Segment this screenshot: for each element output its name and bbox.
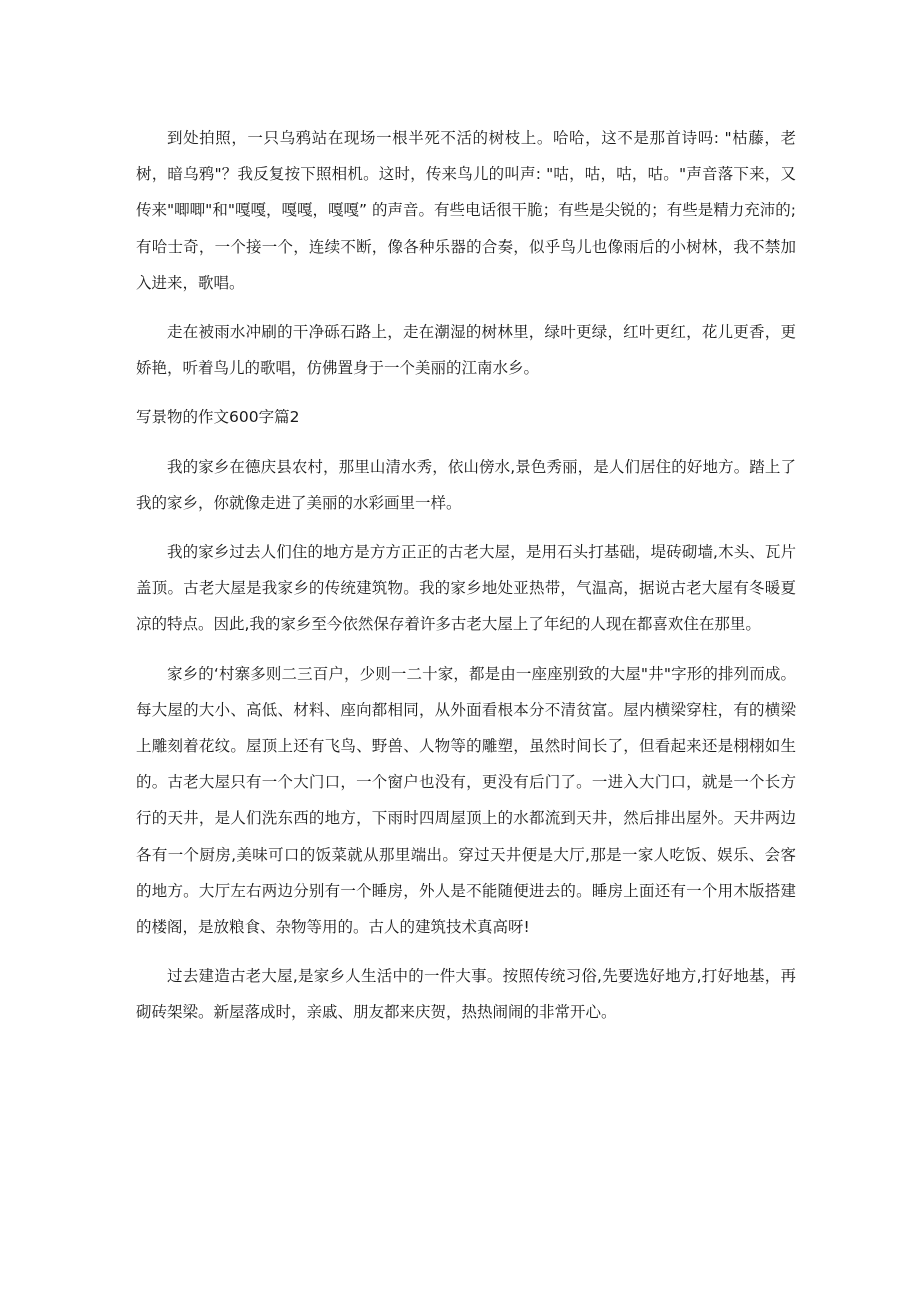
document-page (136, 120, 796, 1031)
paragraph-old-houses: 我的家乡过去人们住的地方是方方正正的古老大屋，是用石头打基础，堤砖砌墙,木头、瓦片盖顶。古老大屋是我家乡的传统建筑物。我的家乡地处亚热带，气温高，据说古老大屋有冬暖夏凉的特点。因此,我的家乡至今依然保存着许多古老大屋上了年纪的人现在都喜欢住在那里。 (136, 543, 796, 634)
paragraph-village-layout: 家乡的‘村寨多则二三百户，少则一二十家，都是由一座座别致的大屋"井"字形的排列而成。每大屋的大小、高低、材料、座向都相同，从外面看根本分不清贫富。屋内横梁穿柱，有的横梁上雕刻着花纹。屋顶上还有飞鸟、野兽、人物等的雕塑，虽然时间长了，但看起来还是栩栩如生的。古老大屋只有一个大门口，一个窗户也没有，更没有后门了。一进入大门口，就是一个长方行的天井，是人们洗东西的地方，下雨时四周屋顶上的水都流到天井，然后排出屋外。天井两边各有一个厨房,美味可口的饭菜就从那里端出。穿过天井便是大厅,那是一家人吃饭、娱乐、会客的地方。大厅左右两边分别有一个睡房，外人是不能随便进去的。睡房上面还有一个用木版搭建的楼阁，是放粮食、杂物等用的。古人的建筑技术真高呀! (136, 664, 796, 937)
paragraph-crow-birdsong: 到处拍照，一只乌鸦站在现场一根半死不活的树枝上。哈哈，这不是那首诗吗: "枯藤，老树，暗乌鸦"？我反复按下照相机。这时，传来鸟儿的叫声: "咕，咕，咕，咕。"声音落下来，又传来"唧唧"和"嘎嘎，嘎嘎，嘎嘎” 的声音。有些电话很干脆；有些是尖锐的；有些是精力充沛的;有哈士奇，一个接一个，连续不断，像各种乐器的合奏，似乎鸟儿也像雨后的小树林，我不禁加入进来，歌唱。 (136, 129, 796, 292)
paragraph-gravel-road: 走在被雨水冲刷的干净砾石路上，走在潮湿的树林里，绿叶更绿，红叶更红，花儿更香，更娇艳，听着鸟儿的歌唱，仿佛置身于一个美丽的江南水乡。 (136, 323, 796, 378)
paragraph-hometown-intro: 我的家乡在德庆县农村，那里山清水秀，依山傍水,景色秀丽，是人们居住的好地方。踏上了我的家乡，你就像走进了美丽的水彩画里一样。 (136, 457, 796, 512)
paragraph-building-custom: 过去建造古老大屋,是家乡人生活中的一件大事。按照传统习俗,先要选好地方,打好地基，再砌砖架梁。新屋落成时，亲戚、朋友都来庆贺，热热闹闹的非常开心。 (136, 967, 796, 1022)
section-heading: 写景物的作文600字篇2 (136, 408, 300, 427)
